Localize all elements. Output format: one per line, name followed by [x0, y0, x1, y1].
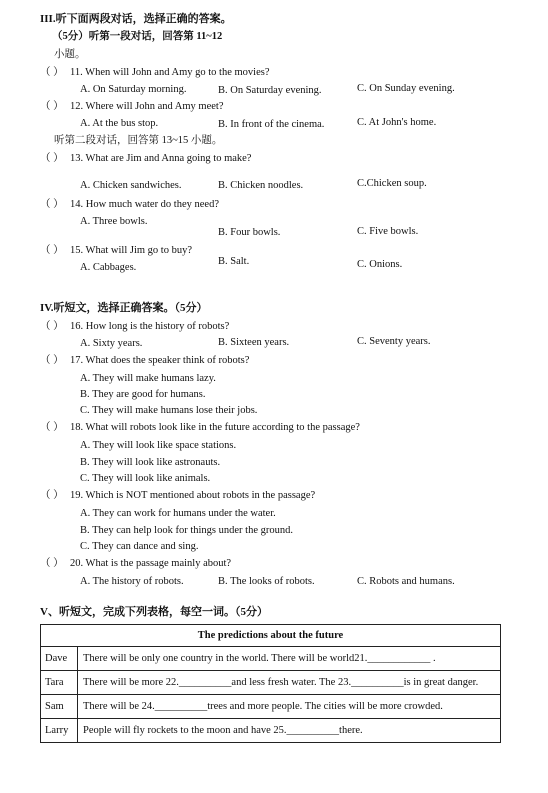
- option-15-a: A. Cabbages.: [80, 262, 137, 273]
- option-19-a: A. They can work for humans under the water.: [80, 508, 276, 519]
- option-16-c: C. Seventy years.: [357, 336, 431, 347]
- option-20-a: A. The history of robots.: [80, 576, 184, 587]
- answer-bracket-17[interactable]: （ ）: [40, 355, 64, 366]
- table-header-row: [41, 625, 501, 647]
- option-12-a: A. At the bus stop.: [80, 118, 159, 129]
- option-15-b: B. Salt.: [218, 256, 250, 267]
- option-13-a: A. Chicken sandwiches.: [80, 180, 182, 191]
- section-3-intro-1: （5分）听第一段对话，回答第 11~12: [52, 31, 223, 42]
- option-13-c: C.Chicken soup.: [357, 178, 427, 189]
- option-14-b: B. Four bowls.: [218, 227, 281, 238]
- option-17-c: C. They will make humans lose their jobs.: [80, 405, 258, 416]
- option-12-b: B. In front of the cinema.: [218, 119, 325, 130]
- option-18-a: A. They will look like space stations.: [80, 440, 237, 451]
- option-14-a: A. Three bowls.: [80, 216, 148, 227]
- option-17-a: A. They will make humans lazy.: [80, 373, 216, 384]
- table-row: [41, 719, 501, 743]
- answer-bracket-19[interactable]: （ ）: [40, 490, 64, 501]
- question-20: 20. What is the passage mainly about?: [70, 558, 232, 569]
- question-15: 15. What will Jim go to buy?: [70, 245, 193, 256]
- option-19-b: B. They can help look for things under the ground.: [80, 525, 293, 536]
- table-row: [41, 671, 501, 695]
- option-18-b: B. They will look like astronauts.: [80, 457, 221, 468]
- option-19-c: C. They can dance and sing.: [80, 541, 199, 552]
- question-17: 17. What does the speaker think of robots?: [70, 355, 250, 366]
- row-text-tara[interactable]: There will be more 22.__________and less fresh water. The 23.__________is in great danger.: [78, 671, 501, 695]
- row-name-sam: Sam: [41, 695, 78, 719]
- option-11-b: B. On Saturday evening.: [218, 85, 322, 96]
- answer-bracket-16[interactable]: （ ）: [40, 321, 64, 332]
- option-13-b: B. Chicken noodles.: [218, 180, 304, 191]
- option-11-c: C. On Sunday evening.: [357, 83, 455, 94]
- row-name-dave: Dave: [41, 647, 78, 671]
- table-row: [41, 695, 501, 719]
- option-14-c: C. Five bowls.: [357, 226, 419, 237]
- section-3-intro-2: 听第二段对话，回答第 13~15 小题。: [54, 135, 223, 146]
- question-14: 14. How much water do they need?: [70, 199, 219, 210]
- option-20-b: B. The looks of robots.: [218, 576, 315, 587]
- question-11: 11. When will John and Amy go to the movies?: [70, 67, 270, 78]
- row-text-sam[interactable]: There will be 24.__________trees and more people. The cities will be more crowded.: [78, 695, 501, 719]
- answer-bracket-13[interactable]: （ ）: [40, 153, 64, 164]
- option-17-b: B. They are good for humans.: [80, 389, 206, 400]
- option-16-b: B. Sixteen years.: [218, 337, 290, 348]
- section-4-title: IV.听短文，选择正确答案。（5分）: [40, 302, 208, 314]
- question-19: 19. Which is NOT mentioned about robots in the passage?: [70, 490, 316, 501]
- answer-bracket-15[interactable]: （ ）: [40, 245, 64, 256]
- question-13: 13. What are Jim and Anna going to make?: [70, 153, 252, 164]
- option-15-c: C. Onions.: [357, 259, 403, 270]
- row-name-tara: Tara: [41, 671, 78, 695]
- question-18: 18. What will robots look like in the future according to the passage?: [70, 422, 360, 433]
- question-16: 16. How long is the history of robots?: [70, 321, 230, 332]
- table-row: [41, 647, 501, 671]
- row-text-larry[interactable]: People will fly rockets to the moon and have 25.__________there.: [78, 719, 501, 743]
- option-20-c: C. Robots and humans.: [357, 576, 455, 587]
- question-12: 12. Where will John and Amy meet?: [70, 101, 224, 112]
- row-text-dave[interactable]: There will be only one country in the world. There will be world21.____________ .: [78, 647, 501, 671]
- answer-bracket-18[interactable]: （ ）: [40, 422, 64, 433]
- answer-bracket-20[interactable]: （ ）: [40, 558, 64, 569]
- option-16-a: A. Sixty years.: [80, 338, 143, 349]
- row-name-larry: Larry: [41, 719, 78, 743]
- section-3-intro-1b: 小题。: [54, 49, 86, 60]
- option-18-c: C. They will look like animals.: [80, 473, 211, 484]
- option-11-a: A. On Saturday morning.: [80, 84, 187, 95]
- answer-bracket-12[interactable]: （ ）: [40, 101, 64, 112]
- option-12-c: C. At John's home.: [357, 117, 437, 128]
- predictions-table: [40, 624, 501, 743]
- table-title: The predictions about the future: [41, 625, 501, 647]
- answer-bracket-11[interactable]: （ ）: [40, 67, 64, 78]
- answer-bracket-14[interactable]: （ ）: [40, 199, 64, 210]
- section-3-title: III.听下面两段对话，选择正确的答案。: [40, 13, 232, 25]
- section-5-title: V、听短文，完成下列表格，每空一词。（5分）: [40, 606, 268, 618]
